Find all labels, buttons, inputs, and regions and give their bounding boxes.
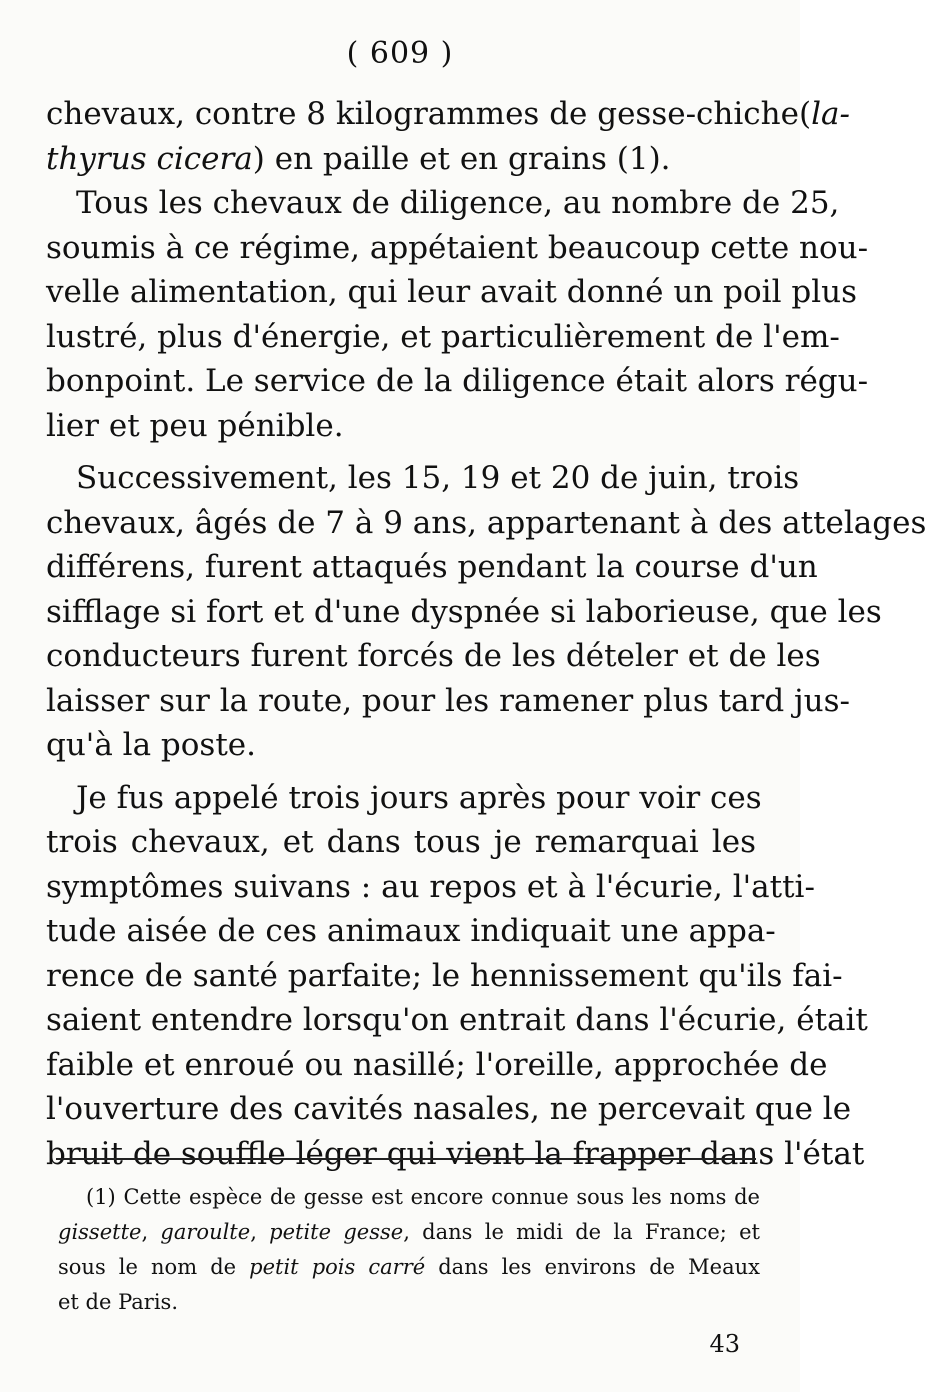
text-line: qu'à la poste.	[46, 727, 256, 763]
text-line: bruit de souffle léger qui vient la frapper dans l'état	[46, 1135, 865, 1172]
footnote	[58, 1180, 760, 1320]
text-line: conducteurs furent forcés de les dételer et de les	[46, 638, 821, 674]
footnote-line: (1) Cette espèce de gesse est encore connue sous les noms de	[86, 1185, 760, 1209]
text-line: différens, furent attaqués pendant la course d'un	[46, 549, 818, 585]
footnote-line: sous le nom de petit pois carré dans les environs de Meaux	[58, 1255, 760, 1279]
body-text	[46, 92, 926, 1176]
footnote-line: gissette, garoulte, petite gesse, dans le midi de la France; et	[58, 1220, 760, 1244]
text-line: chevaux, contre 8 kilogrammes de gesse-chiche(la-	[46, 96, 850, 132]
text-line: velle alimentation, qui leur avait donné un poil plus	[46, 274, 857, 310]
text-line: soumis à ce régime, appétaient beaucoup cette nou-	[46, 229, 869, 266]
text-line: lier et peu pénible.	[46, 407, 344, 444]
text-line: bonpoint. Le service de la diligence était alors régu-	[46, 363, 869, 399]
text-line: sifflage si fort et d'une dyspnée si laborieuse, que les	[46, 593, 882, 630]
text-line: saient entendre lorsqu'on entrait dans l'écurie, était	[46, 1002, 868, 1038]
text-line: l'ouverture des cavités nasales, ne percevait que le	[46, 1091, 852, 1127]
text-line: symptômes suivans : au repos et à l'écurie, l'atti-	[46, 868, 815, 905]
text-line: Tous les chevaux de diligence, au nombre de 25,	[76, 185, 840, 221]
text-line: lustré, plus d'énergie, et particulièrement de l'em-	[46, 318, 840, 355]
page-number: ( 609 )	[346, 36, 454, 71]
text-line: Successivement, les 15, 19 et 20 de juin, trois	[76, 460, 800, 496]
text-line: Je fus appelé trois jours après pour voir ces	[76, 779, 762, 816]
text-line: thyrus cicera) en paille et en grains (1).	[46, 140, 671, 177]
text-line: laisser sur la route, pour les ramener plus tard jus-	[46, 682, 851, 719]
text-line: tude aisée de ces animaux indiquait une appa-	[46, 913, 776, 949]
signature-mark: 43	[709, 1330, 740, 1358]
footnote-line: et de Paris.	[58, 1290, 179, 1314]
text-line: rence de santé parfaite; le hennissement qu'ils fai-	[46, 957, 843, 994]
text-line: trois chevaux, et dans tous je remarquai les	[46, 824, 756, 860]
text-line: faible et enroué ou nasillé; l'oreille, approchée de	[46, 1046, 828, 1083]
text-line: chevaux, âgés de 7 à 9 ans, appartenant à des attelages	[46, 504, 926, 541]
footnote-divider	[56, 1158, 756, 1160]
